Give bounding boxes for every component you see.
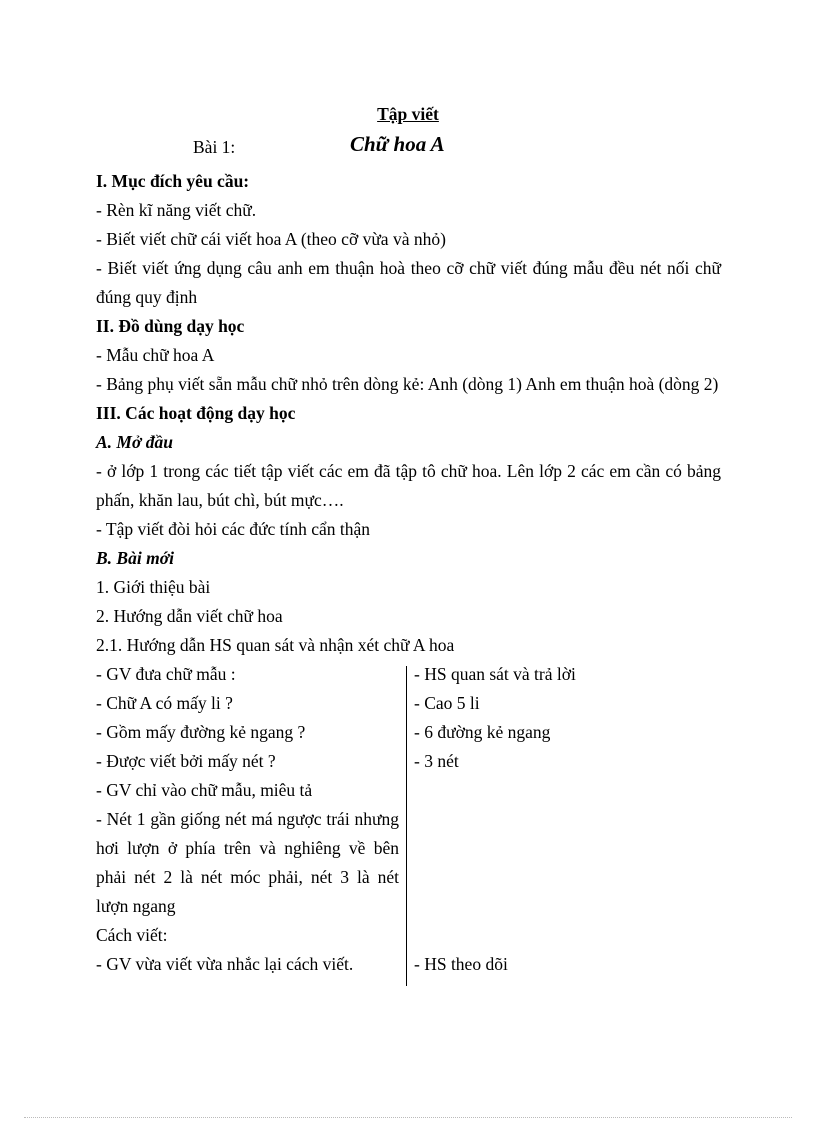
lesson-number: Bài 1: bbox=[193, 137, 236, 157]
subheading-new-lesson: B. Bài mới bbox=[96, 548, 174, 568]
lesson-step: 2. Hướng dẫn viết chữ hoa bbox=[96, 606, 283, 626]
student-row: - Cao 5 li bbox=[414, 693, 480, 713]
column-divider bbox=[406, 666, 407, 986]
subheading-intro: A. Mở đầu bbox=[96, 432, 173, 452]
intro-item: - Tập viết đòi hỏi các đức tính cẩn thận bbox=[96, 519, 371, 539]
student-row: - HS quan sát và trả lời bbox=[414, 664, 576, 684]
lesson-name: Chữ hoa A bbox=[350, 132, 445, 156]
activity-table bbox=[96, 660, 721, 980]
teacher-column bbox=[96, 660, 399, 979]
student-row: - 6 đường kẻ ngang bbox=[414, 722, 551, 742]
page-title: Tập viết bbox=[377, 104, 439, 124]
page-footer-border bbox=[24, 1117, 792, 1118]
student-column bbox=[414, 660, 714, 979]
material-item: - Bảng phụ viết sẵn mẫu chữ nhỏ trên dòng kẻ: Anh (dòng 1) Anh em thuận hoà (dòng 2) bbox=[96, 374, 719, 394]
lesson-step: 1. Giới thiệu bài bbox=[96, 577, 211, 597]
document-body bbox=[96, 167, 721, 980]
lesson-step: 2.1. Hướng dẫn HS quan sát và nhận xét chữ A hoa bbox=[96, 635, 455, 655]
section-heading-materials: II. Đồ dùng dạy học bbox=[96, 316, 245, 336]
teacher-row: - GV chỉ vào chữ mẫu, miêu tả bbox=[96, 780, 313, 800]
material-item: - Mẫu chữ hoa A bbox=[96, 345, 215, 365]
teacher-row: - GV vừa viết vừa nhắc lại cách viết. bbox=[96, 954, 354, 974]
teacher-row: - Nét 1 gần giống nét má ngược trái nhưng hơi lượn ở phía trên và nghiêng về bên phải nét 2 là nét móc phải, nét 3 là nét lượn ngang bbox=[96, 809, 399, 916]
teacher-row: - Chữ A có mấy li ? bbox=[96, 693, 233, 713]
goal-item: - Biết viết ứng dụng câu anh em thuận hoà theo cỡ chữ viết đúng mẫu đều nét nối chữ đúng quy định bbox=[96, 258, 721, 307]
goal-item: - Biết viết chữ cái viết hoa A (theo cỡ vừa và nhỏ) bbox=[96, 229, 446, 249]
teacher-row: - Được viết bởi mấy nét ? bbox=[96, 751, 276, 771]
intro-item: - ở lớp 1 trong các tiết tập viết các em đã tập tô chữ hoa. Lên lớp 2 các em cần có bảng phấn, khăn lau, bút chì, bút mực…. bbox=[96, 461, 721, 510]
teacher-row: Cách viết: bbox=[96, 925, 168, 945]
student-row: - 3 nét bbox=[414, 751, 459, 771]
student-row: - HS theo dõi bbox=[414, 954, 508, 974]
section-heading-activities: III. Các hoạt động dạy học bbox=[96, 403, 296, 423]
section-heading-goals: I. Mục đích yêu cầu: bbox=[96, 171, 250, 191]
teacher-row: - GV đưa chữ mẫu : bbox=[96, 664, 236, 684]
goal-item: - Rèn kĩ năng viết chữ. bbox=[96, 200, 257, 220]
teacher-row: - Gồm mấy đường kẻ ngang ? bbox=[96, 722, 306, 742]
